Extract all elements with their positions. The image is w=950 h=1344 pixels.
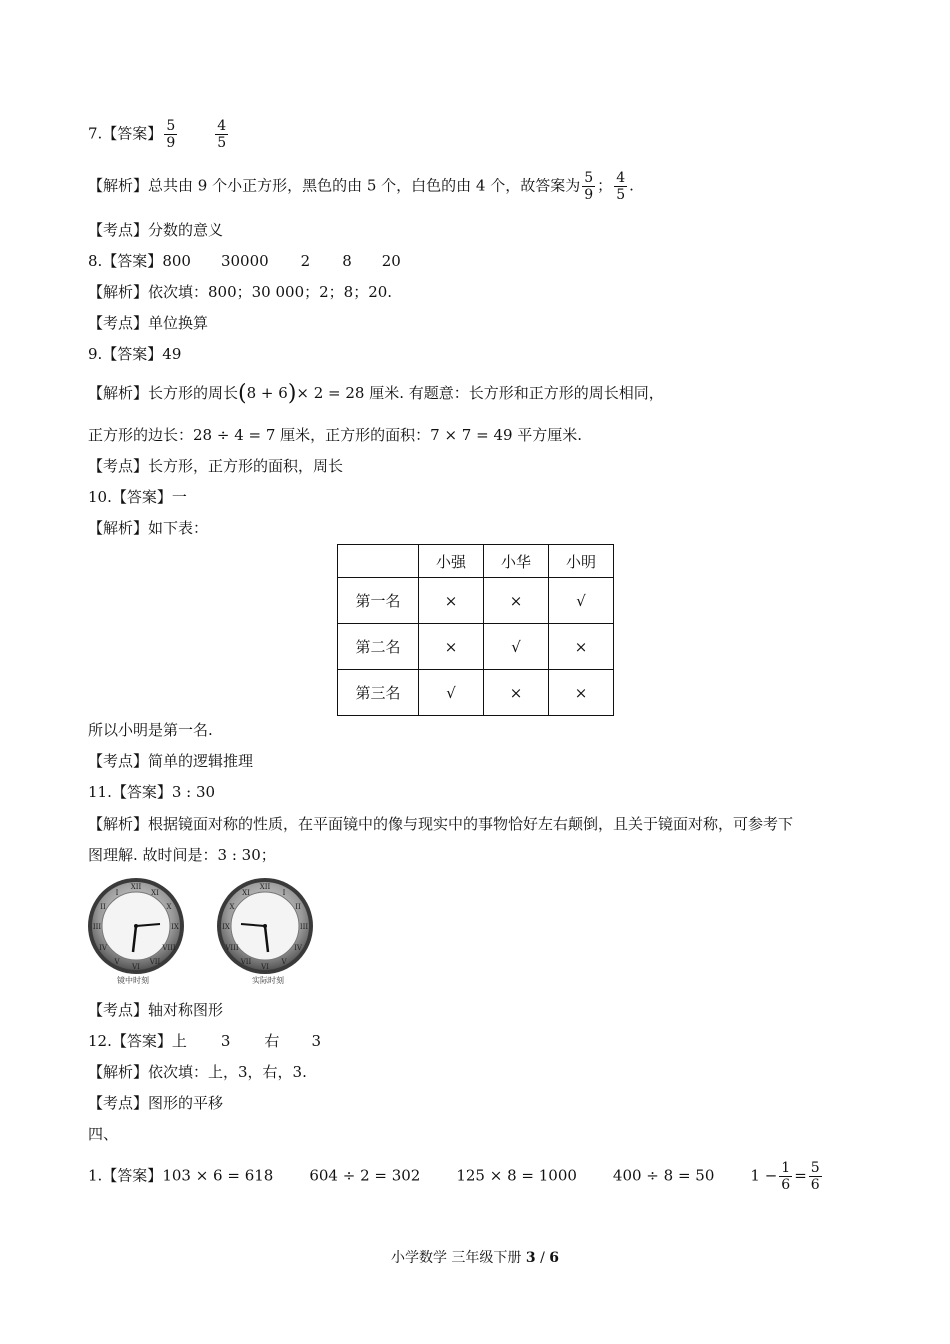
q8-point: 【考点】单位换算: [88, 314, 209, 332]
svg-text:IX: IX: [222, 923, 230, 931]
svg-text:II: II: [295, 903, 301, 911]
q12-analysis: 【解析】依次填：上，3，右，3.: [88, 1063, 307, 1081]
q8-analysis: 【解析】依次填：800；30 000；2；8；20.: [88, 283, 393, 301]
table-cell: 小华: [484, 545, 549, 578]
svg-text:VI: VI: [132, 963, 140, 971]
table-cell: 第三名: [338, 670, 419, 716]
q9-analysis-1: 【解析】长方形的周长(8 + 6)× 2 = 28 厘米. 有题意：长方形和正方形的周长相同，: [88, 381, 664, 406]
q10-point: 【考点】简单的逻辑推理: [88, 752, 254, 770]
table-cell: 第二名: [338, 624, 419, 670]
fraction: $\frac{5}{6}$: [810, 1160, 820, 1193]
q11-analysis-2: 图理解. 故时间是：3 : 30；: [88, 846, 276, 864]
q7-analysis: 【解析】总共由 9 个小正方形，黑色的由 5 个，白色的由 4 个，故答案为 $\frac{5}{9}$ ； $\frac{4}{5}$ .: [88, 170, 634, 203]
table-cell: ×: [549, 670, 614, 716]
svg-text:VII: VII: [240, 958, 252, 966]
table-cell: ×: [419, 624, 484, 670]
table-cell: ×: [419, 578, 484, 624]
svg-text:VIII: VIII: [225, 944, 239, 952]
s4q1-answer: 1.【答案】103 × 6 = 618 604 ÷ 2 = 302 125 × 8 = 1000 400 ÷ 8 = 50 1 − $\frac{1}{6}$ = $\frac{5}{6}$: [88, 1160, 820, 1193]
svg-text:III: III: [299, 923, 309, 931]
page-footer: 小学数学 三年级下册 3 / 6: [390, 1250, 560, 1266]
svg-text:IV: IV: [294, 944, 302, 952]
svg-text:XII: XII: [259, 883, 271, 891]
q11-point: 【考点】轴对称图形: [88, 1001, 224, 1019]
svg-text:VI: VI: [261, 963, 269, 971]
q12-point: 【考点】图形的平移: [88, 1094, 224, 1112]
fraction: $\frac{1}{6}$: [781, 1160, 791, 1193]
q7-point: 【考点】分数的意义: [88, 221, 224, 239]
svg-text:III: III: [92, 923, 102, 931]
svg-text:V: V: [281, 958, 287, 966]
table-row: [338, 670, 614, 716]
table-cell: 第一名: [338, 578, 419, 624]
svg-text:X: X: [229, 903, 235, 911]
q8-answer: 8.【答案】800 30000 2 8 20: [88, 252, 401, 270]
table-cell: [338, 545, 419, 578]
svg-text:XI: XI: [242, 889, 250, 897]
table-cell: ×: [549, 624, 614, 670]
q11-analysis-1: 【解析】根据镜面对称的性质，在平面镜中的像与现实中的事物恰好左右颠倒，且关于镜面对称，可参考下: [88, 815, 794, 833]
q10-conclusion: 所以小明是第一名.: [88, 721, 213, 739]
table-cell: √: [419, 670, 484, 716]
q9-answer: 9.【答案】49: [88, 345, 182, 363]
table-cell: 小明: [549, 545, 614, 578]
table-cell: 小强: [419, 545, 484, 578]
q9-point: 【考点】长方形，正方形的面积，周长: [88, 457, 344, 475]
fraction: $\frac{5}{9}$: [166, 118, 176, 151]
svg-text:XII: XII: [130, 883, 142, 891]
ranking-table: [337, 544, 614, 716]
table-cell: √: [484, 624, 549, 670]
svg-text:XI: XI: [151, 889, 159, 897]
q12-answer: 12.【答案】上 3 右 3: [88, 1032, 321, 1050]
fraction: $\frac{4}{5}$: [217, 118, 227, 151]
fraction: $\frac{4}{5}$: [616, 170, 626, 203]
table-row: [338, 578, 614, 624]
q10-answer: 10.【答案】一: [88, 488, 187, 506]
table-cell: ×: [484, 670, 549, 716]
mirror-clock-image: [86, 876, 186, 976]
clock-caption: 镜中时刻: [117, 976, 149, 985]
svg-text:X: X: [166, 903, 172, 911]
q10-analysis: 【解析】如下表：: [88, 519, 209, 537]
section-heading: 四、: [88, 1125, 119, 1143]
actual-clock-image: [215, 876, 315, 976]
svg-text:VIII: VIII: [162, 944, 176, 952]
svg-text:IV: IV: [99, 944, 107, 952]
table-header-row: [338, 545, 614, 578]
svg-text:V: V: [114, 958, 120, 966]
svg-text:IX: IX: [171, 923, 179, 931]
table-row: [338, 624, 614, 670]
svg-text:I: I: [282, 889, 286, 897]
q11-answer: 11.【答案】3 : 30: [88, 783, 216, 801]
svg-text:I: I: [115, 889, 119, 897]
q7-answer: 7.【答案】 $\frac{5}{9}$ $\frac{4}{5}$: [88, 118, 227, 151]
clock-caption: 实际时刻: [252, 976, 284, 985]
fraction: $\frac{5}{9}$: [584, 170, 594, 203]
svg-text:II: II: [100, 903, 106, 911]
svg-text:VII: VII: [149, 958, 161, 966]
table-cell: √: [549, 578, 614, 624]
table-cell: ×: [484, 578, 549, 624]
q9-analysis-2: 正方形的边长：28 ÷ 4 = 7 厘米，正方形的面积：7 × 7 = 49 平方厘米.: [88, 426, 583, 444]
